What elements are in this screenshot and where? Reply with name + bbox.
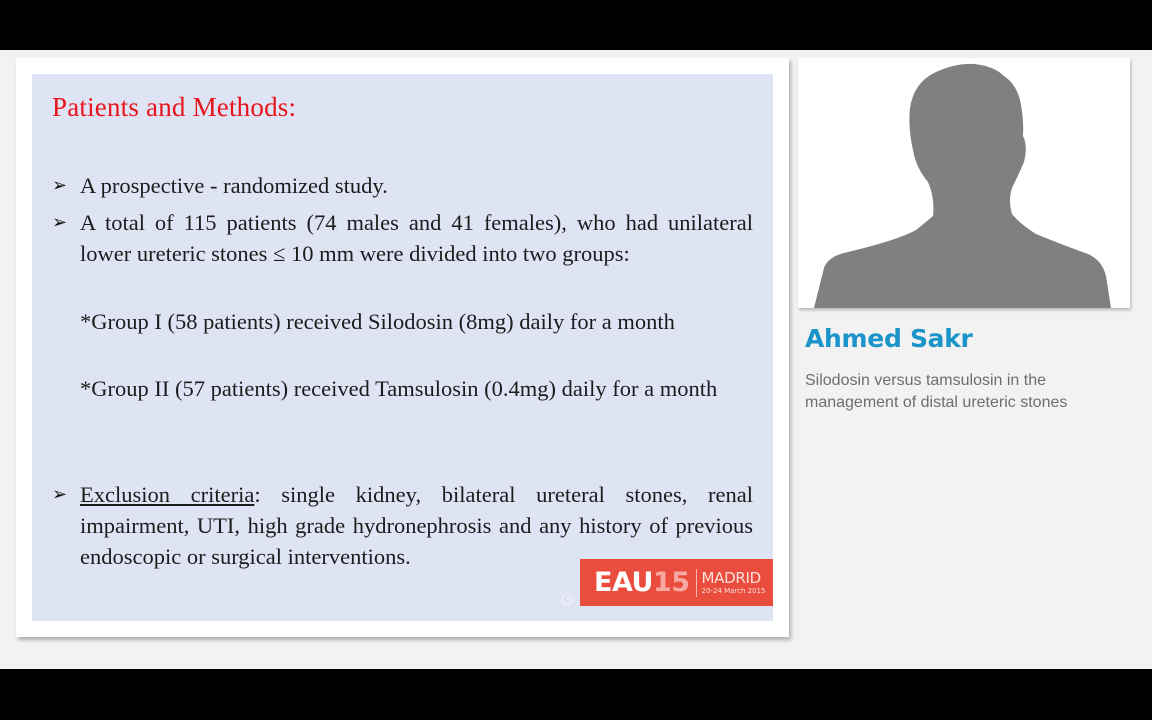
exclusion-criteria-text: : single kidney, bilateral ureteral stones, renal impairment, UTI, high grade hydronephrosis and any history of previous endoscopic or surgical interventions. <box>80 482 753 569</box>
copyright-icon: © <box>562 595 572 605</box>
arrow-bullet-icon: ➢ <box>52 484 68 504</box>
speaker-name: Ahmed Sakr <box>805 324 973 353</box>
talk-title: Silodosin versus tamsulosin in the management of distal ureteric stones <box>805 372 1068 411</box>
eau15-madrid-logo <box>580 559 773 606</box>
slide-panel <box>16 58 789 637</box>
arrow-bullet-icon: ➢ <box>52 175 68 195</box>
group-two-text: *Group II (57 patients) received Tamsulosin (0.4mg) daily for a month <box>80 376 718 401</box>
group-one-text: *Group I (58 patients) received Silodosin (8mg) daily for a month <box>80 309 675 334</box>
bullet-text: A total of 115 patients (74 males and 41 females), who had unilateral lower ureteric stones ≤ 10 mm were divided into two groups: <box>80 210 753 266</box>
bottom-letterbox-bar <box>0 669 1152 720</box>
logo-year: 15 <box>652 567 690 598</box>
slide-title: Patients and Methods: <box>52 92 297 122</box>
bullet-item-study-design <box>52 170 753 201</box>
top-letterbox-bar <box>0 0 1152 50</box>
logo-dates: 20-24 March 2015 <box>701 586 766 595</box>
logo-location <box>701 568 766 595</box>
logo-brand: EAU <box>594 567 653 598</box>
speaker-photo <box>798 58 1130 308</box>
arrow-bullet-icon: ➢ <box>52 212 68 232</box>
logo-city: MADRID <box>701 568 761 587</box>
video-stage <box>0 50 1152 669</box>
person-silhouette-icon <box>798 58 1130 308</box>
logo-divider <box>696 569 697 597</box>
presentation-slide <box>32 74 773 621</box>
bullet-text: A prospective - randomized study. <box>80 173 388 198</box>
bullet-item-patients <box>52 207 753 269</box>
exclusion-criteria-label: Exclusion criteria <box>80 482 255 507</box>
